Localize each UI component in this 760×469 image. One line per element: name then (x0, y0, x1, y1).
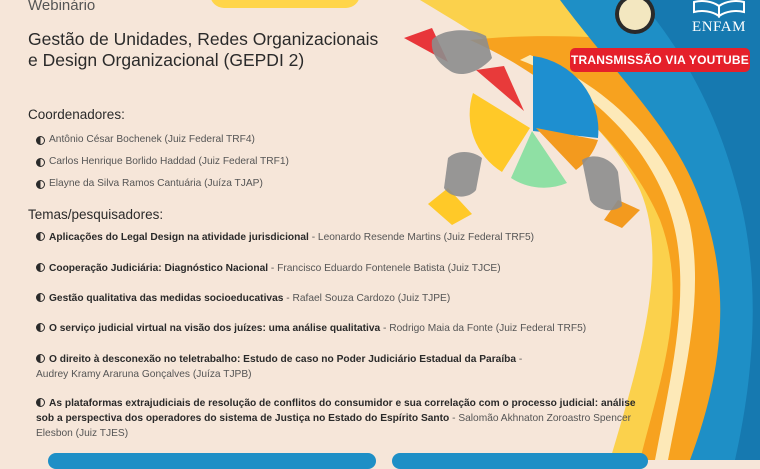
half-circle-bullet-icon (36, 398, 45, 407)
hand-top (432, 30, 492, 74)
topics-heading: Temas/pesquisadores: (28, 207, 164, 222)
title-line-1: Gestão de Unidades, Redes Organizacionais (28, 29, 379, 49)
list-item: Elayne da Silva Ramos Cantuária (Juíza TJAP) (36, 173, 356, 195)
half-circle-bullet-icon (36, 158, 45, 167)
half-circle-bullet-icon (36, 354, 45, 363)
list-item: Antônio César Bochenek (Juiz Federal TRF4) (36, 129, 356, 151)
book-icon (686, 0, 752, 20)
hand-bottom-left (444, 152, 482, 197)
half-circle-bullet-icon (36, 180, 45, 189)
half-circle-bullet-icon (36, 293, 45, 302)
list-item: Gestão qualitativa das medidas socioeducativas - Rafael Souza Cardozo (Juiz TJPE) (36, 291, 726, 306)
hand-bottom-right (582, 156, 622, 210)
list-item: Carlos Henrique Borlido Haddad (Juiz Federal TRF1) (36, 151, 356, 173)
bottom-bar-right (392, 453, 648, 469)
coordinators-heading: Coordenadores: (28, 107, 125, 122)
certification-seal-icon (611, 0, 659, 38)
youtube-broadcast-badge[interactable]: TRANSMISSÃO VIA YOUTUBE (570, 48, 750, 72)
half-circle-bullet-icon (36, 136, 45, 145)
half-circle-bullet-icon (36, 263, 45, 272)
enfam-logo-text: ENFAM (692, 19, 746, 35)
list-item: O direito à desconexão no teletrabalho: Estudo de caso no Poder Judiciário Estadual da Paraíba - Audrey Kramy Araruna Gonçalves (Juíza TJPB) (36, 354, 523, 380)
page-title (28, 29, 418, 71)
list-item: Cooperação Judiciária: Diagnóstico Nacional - Francisco Eduardo Fontenele Batista (Juiz TJCE) (36, 261, 726, 276)
list-item: Aplicações do Legal Design na atividade jurisdicional - Leonardo Resende Martins (Juiz Federal TRF5) (36, 230, 726, 245)
half-circle-bullet-icon (36, 323, 45, 332)
enfam-logo (686, 0, 752, 40)
coordinators-list (36, 129, 356, 195)
title-line-2: e Design Organizacional (GEPDI 2) (28, 50, 305, 70)
list-item: O serviço judicial virtual na visão dos juízes: uma análise qualitativa - Rodrigo Maia da Fonte (Juiz Federal TRF5) (36, 321, 726, 336)
bottom-bar-left (48, 453, 376, 469)
top-yellow-tab (210, 0, 360, 8)
list-item: As plataformas extrajudiciais de resolução de conflitos do consumidor e sua correlação com o processo judicial: análise sob a perspectiva dos operadores do sistema de Justiça no Estado do Espírito Santo - Salomão Akhnaton Zoroastro Spencer Elesbon (Juiz TJES) (36, 398, 636, 439)
half-circle-bullet-icon (36, 232, 45, 241)
event-type-label: Webinário (28, 0, 96, 14)
